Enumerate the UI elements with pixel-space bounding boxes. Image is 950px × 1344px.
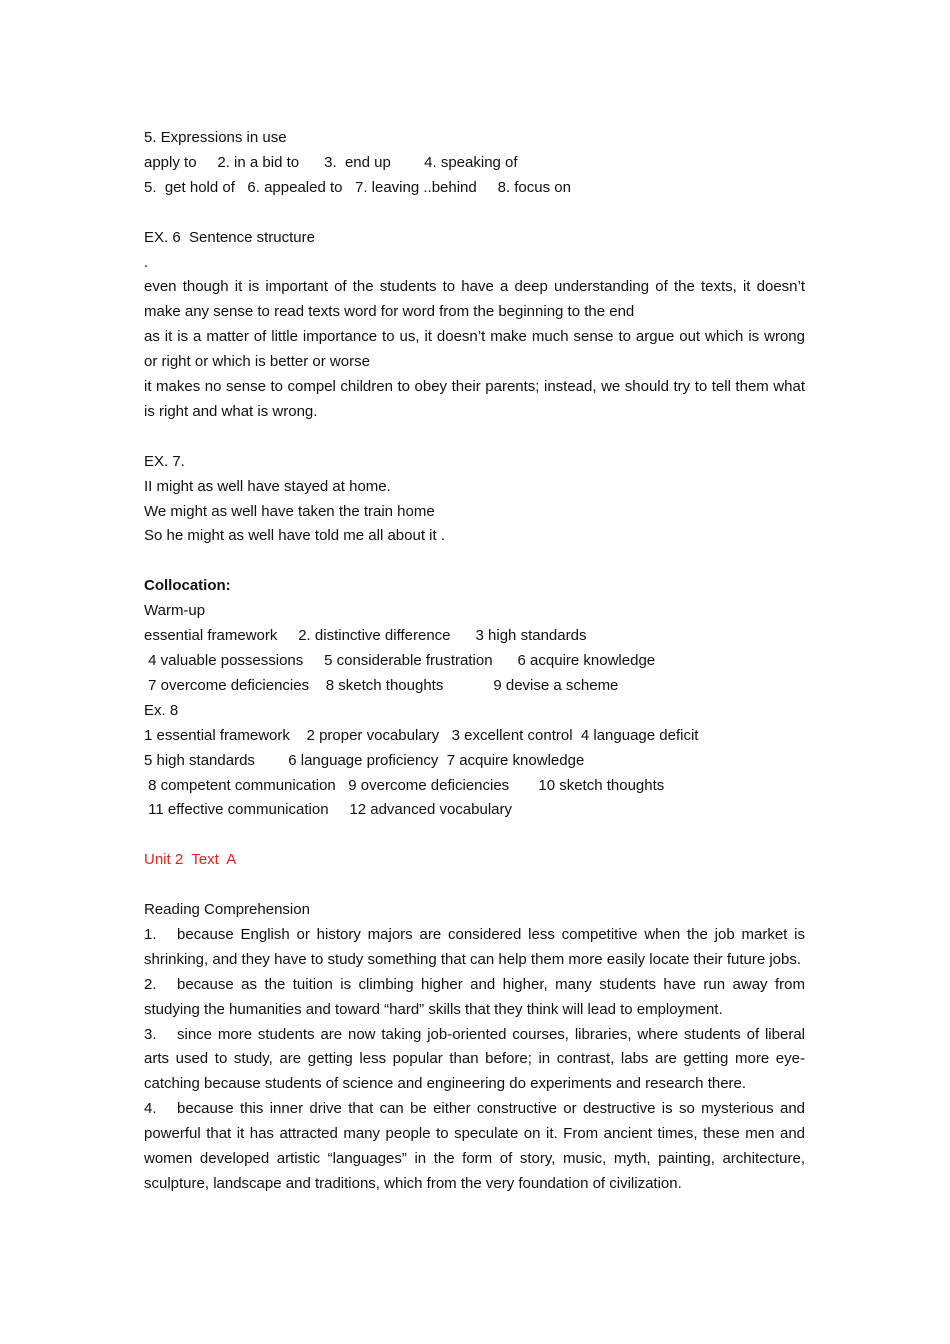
expressions-line-1: apply to 2. in a bid to 3. end up 4. speaking of — [144, 153, 518, 171]
ex7-sentence-2: We might as well have taken the train home — [144, 502, 435, 520]
reading-item — [144, 1097, 805, 1197]
blank-line — [144, 425, 805, 450]
reading-item — [144, 973, 805, 1023]
collocation-heading: Collocation: — [144, 577, 231, 595]
expressions-line-2: 5. get hold of 6. appealed to 7. leaving ..behind 8. focus on — [144, 178, 571, 196]
document-body — [144, 126, 805, 1197]
ex8-line-4: 11 effective communication 12 advanced vocabulary — [144, 801, 512, 819]
reading-item-number: 3. — [144, 1025, 157, 1043]
ex6-sentence-2: as it is a matter of little importance to us, it doesn’t make much sense to argue out which is wrong or right or which is better or worse — [144, 328, 805, 371]
ex8-line-2: 5 high standards 6 language proficiency 7 acquire knowledge — [144, 751, 585, 769]
blank-line — [144, 549, 805, 574]
expressions-heading: 5. Expressions in use — [144, 129, 287, 146]
ex6-sentence-1: even though it is important of the students to have a deep understanding of the texts, it doesn’t make any sense to read texts word for word from the beginning to the end — [144, 278, 805, 321]
ex8-line-3: 8 competent communication 9 overcome deficiencies 10 sketch thoughts — [144, 776, 665, 794]
reading-item-number: 4. — [144, 1100, 157, 1118]
ex7-sentence-1: II might as well have stayed at home. — [144, 477, 391, 495]
ex6-sentence-3: it makes no sense to compel children to obey their parents; instead, we should try to tell them what is right and what is wrong. — [144, 378, 805, 420]
reading-comprehension-heading: Reading Comprehension — [144, 901, 310, 919]
warmup-line-1: essential framework 2. distinctive difference 3 high standards — [144, 627, 587, 645]
ex8-line-1: 1 essential framework 2 proper vocabulary 3 excellent control 4 language deficit — [144, 726, 699, 744]
blank-line — [144, 823, 805, 848]
reading-item-number: 2. — [144, 975, 157, 993]
reading-item — [144, 1023, 805, 1098]
ex7-heading: EX. 7. — [144, 452, 185, 470]
reading-item-text: because English or history majors are considered less competitive when the job market is shrinking, and they have to study something that can help them more easily locate their future jobs. — [144, 925, 805, 968]
reading-item-text: since more students are now taking job-oriented courses, libraries, where students of liberal arts used to study, are getting less popular than before; in contrast, labs are getting more eye-catching because students of science and engineering do experiments and research there. — [144, 1025, 805, 1093]
blank-line — [144, 201, 805, 226]
reading-item-number: 1. — [144, 925, 157, 943]
reading-item — [144, 923, 805, 973]
reading-item-text: because as the tuition is climbing higher and higher, many students have run away from studying the humanities and toward “hard” skills that they think will lead to employment. — [144, 975, 805, 1018]
blank-line — [144, 873, 805, 898]
warmup-line-3: 7 overcome deficiencies 8 sketch thoughts 9 devise a scheme — [144, 676, 619, 694]
ex7-sentence-3: So he might as well have told me all about it . — [144, 527, 445, 545]
reading-item-text: because this inner drive that can be either constructive or destructive is so mysterious and powerful that it has attracted many people to speculate on it. From ancient times, these men and women developed artistic “languages” in the form of story, music, myth, painting, architecture, sculpture, landscape and traditions, which from the very foundation of civilization. — [144, 1100, 805, 1192]
warmup-heading: Warm-up — [144, 602, 206, 620]
ex8-heading: Ex. 8 — [144, 701, 179, 719]
warmup-line-2: 4 valuable possessions 5 considerable frustration 6 acquire knowledge — [144, 651, 656, 669]
ex6-heading: EX. 6 Sentence structure — [144, 228, 315, 246]
ex6-dot: . — [144, 253, 149, 271]
unit2-heading: Unit 2 Text A — [144, 851, 237, 869]
